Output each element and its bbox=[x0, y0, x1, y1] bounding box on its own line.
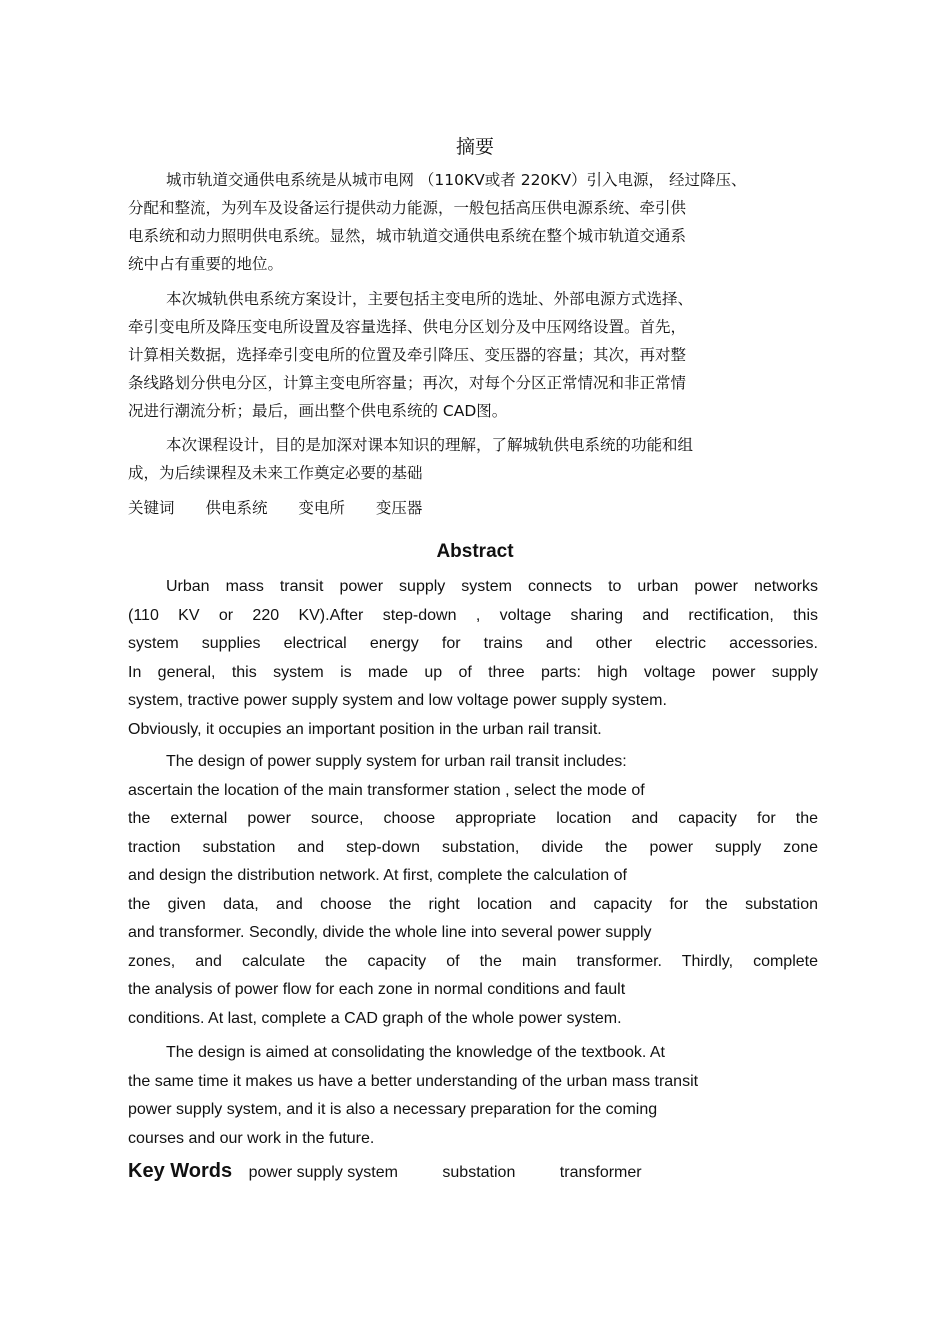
text-line: Urban mass transit power supply system connects to urban power networks bbox=[166, 578, 818, 595]
keyword-item: 变压器 bbox=[375, 499, 423, 517]
text-line: system, tractive power supply system and low voltage power supply system. bbox=[128, 692, 667, 709]
keyword-item: power supply system bbox=[248, 1164, 398, 1181]
keyword-item: 供电系统 bbox=[205, 499, 268, 517]
keywords-label: 关键词 bbox=[128, 499, 175, 517]
text-line: 计算相关数据，选择牵引变电所的位置及牵引降压、变压器的容量；其次，再对整 bbox=[128, 346, 687, 364]
text-line: the given data, and choose the right location and capacity for the substation bbox=[128, 895, 818, 913]
text-line: 成，为后续课程及未来工作奠定必要的基础 bbox=[128, 464, 423, 482]
keyword-item: 变电所 bbox=[298, 499, 345, 517]
keyword-item: transformer bbox=[559, 1164, 642, 1181]
english-keywords bbox=[128, 1160, 682, 1183]
keyword-item: substation bbox=[442, 1164, 516, 1181]
chinese-paragraph-3 bbox=[128, 431, 818, 487]
text-line: The design of power supply system for urban rail transit includes: bbox=[166, 753, 627, 770]
text-line: Obviously, it occupies an important position in the urban rail transit. bbox=[128, 720, 602, 738]
chinese-paragraph-1 bbox=[128, 166, 818, 278]
text-line: and transformer. Secondly, divide the whole line into several power supply bbox=[128, 924, 652, 941]
text-line: 本次课程设计，目的是加深对课本知识的理解，了解城轨供电系统的功能和组 bbox=[166, 436, 694, 454]
text-line: the analysis of power flow for each zone in normal conditions and fault bbox=[128, 981, 626, 998]
chinese-abstract-title: 摘要 bbox=[455, 136, 494, 158]
text-line: power supply system, and it is also a necessary preparation for the coming bbox=[128, 1101, 658, 1118]
text-line: traction substation and step-down substation, divide the power supply zone bbox=[128, 838, 818, 856]
text-line: 统中占有重要的地位。 bbox=[128, 255, 284, 273]
chinese-paragraph-2 bbox=[128, 285, 818, 425]
english-paragraph-1 bbox=[128, 573, 818, 744]
text-line: 况进行潮流分析；最后，画出整个供电系统的 CAD图。 bbox=[128, 402, 508, 420]
text-line: 本次城轨供电系统方案设计，主要包括主变电所的选址、外部电源方式选择、 bbox=[166, 290, 694, 308]
text-line: 电系统和动力照明供电系统。显然，城市轨道交通供电系统在整个城市轨道交通系 bbox=[128, 227, 687, 245]
text-line: the external power source, choose appropriate location and capacity for the bbox=[128, 810, 818, 827]
text-line: system supplies electrical energy for trains and other electric accessories. bbox=[128, 635, 818, 652]
chinese-keywords bbox=[128, 496, 448, 518]
text-line: and design the distribution network. At first, complete the calculation of bbox=[128, 867, 627, 884]
text-line: In general, this system is made up of three parts: high voltage power supply bbox=[128, 663, 818, 681]
text-line: (110 KV or 220 KV).After step-down , voltage sharing and rectification, this bbox=[128, 606, 818, 624]
text-line: ascertain the location of the main transformer station , select the mode of bbox=[128, 781, 645, 799]
text-line: the same time it makes us have a better understanding of the urban mass transit bbox=[128, 1072, 699, 1090]
text-line: courses and our work in the future. bbox=[128, 1129, 375, 1147]
text-line: 城市轨道交通供电系统是从城市电网 （110KV或者 220KV）引入电源， 经过降压、 bbox=[166, 171, 747, 189]
text-line: conditions. At last, complete a CAD graph of the whole power system. bbox=[128, 1009, 622, 1027]
text-line: The design is aimed at consolidating the knowledge of the textbook. At bbox=[166, 1044, 665, 1061]
english-paragraph-3 bbox=[128, 1039, 818, 1153]
text-line: 条线路划分供电分区，计算主变电所容量；再次，对每个分区正常情况和非正常情 bbox=[128, 374, 687, 392]
text-line: zones, and calculate the capacity of the main transformer. Thirdly, complete bbox=[128, 952, 818, 970]
keywords-label: Key Words bbox=[128, 1160, 233, 1182]
text-line: 分配和整流，为列车及设备运行提供动力能源，一般包括高压供电源系统、牵引供 bbox=[128, 199, 687, 217]
text-line: 牵引变电所及降压变电所设置及容量选择、供电分区划分及中压网络设置。首先， bbox=[128, 318, 687, 336]
english-abstract-title: Abstract bbox=[436, 541, 514, 562]
english-paragraph-2 bbox=[128, 748, 818, 1033]
